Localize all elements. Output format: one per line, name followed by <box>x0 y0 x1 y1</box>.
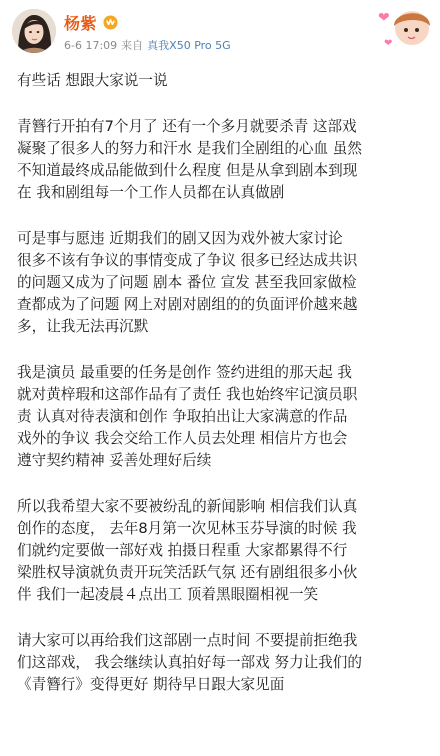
text-line: 责 认真对待表演和创作 争取拍出让大家满意的作品 <box>17 408 348 425</box>
text-line: 的问题又成为了问题 剧本 番位 宣发 甚至我回家做检 <box>17 274 357 291</box>
author-name[interactable]: 杨紫 <box>64 13 98 33</box>
text-line: 请大家可以再给我们这部剧一点时间 不要提前拒绝我 <box>17 632 358 649</box>
paragraph-6 <box>17 630 429 696</box>
text-line: 在 我和剧组每一个工作人员都在认真做剧 <box>17 184 285 201</box>
text-line: 创作的态度， 去年8月第一次见林玉芬导演的时候 我 <box>17 520 357 537</box>
text-line: 不知道最终成品能做到什么程度 但是从拿到剧本到现 <box>17 162 358 179</box>
paragraph-5 <box>17 496 429 606</box>
post-body <box>17 70 429 696</box>
author-avatar[interactable] <box>12 9 56 53</box>
sticker-heart: ❤ <box>378 10 390 26</box>
paragraph-2 <box>17 116 429 204</box>
paragraph-4 <box>17 362 429 472</box>
text-line: 《青簪行》变得更好 期待早日跟大家见面 <box>17 676 285 693</box>
text-line: 遵守契约精神 妥善处理好后续 <box>17 452 212 469</box>
text-line: 梁胜权导演就负责开玩笑活跃气氛 还有剧组很多小伙 <box>17 564 358 581</box>
cartoon-sticker-icon <box>376 2 434 54</box>
text-line: 青簪行开拍有7个月了 还有一个多月就要杀青 这部戏 <box>17 118 357 135</box>
paragraph-gap <box>17 338 429 362</box>
text-line: 就对黄梓瑕和这部作品有了责任 我也始终牢记演员职 <box>17 386 358 403</box>
source-device-link[interactable]: 真我X50 Pro 5G <box>147 39 231 52</box>
text-line: 我是演员 最重要的任务是创作 签约进组的那天起 我 <box>17 364 352 381</box>
text-line: 查都成为了问题 网上对剧对剧组的的负面评价越来越 <box>17 296 358 313</box>
text-line: 很多不该有争议的事情变成了争议 很多已经达成共识 <box>17 252 358 269</box>
sticker-heart-small: ❤ <box>384 38 393 49</box>
source-prefix: 来自 <box>121 39 144 52</box>
text-line: 可是事与愿违 近期我们的剧又因为戏外被大家讨论 <box>17 230 343 247</box>
paragraph-gap <box>17 204 429 228</box>
text-line: 们这部戏， 我会继续认真拍好每一部戏 努力让我们的 <box>17 654 362 671</box>
author-name-row <box>64 12 118 32</box>
text-line: 凝聚了很多人的努力和汗水 是我们全剧组的心血 虽然 <box>17 140 362 157</box>
paragraph-gap <box>17 606 429 630</box>
paragraph-gap <box>17 472 429 496</box>
post-date: 6-6 17:09 <box>64 38 118 52</box>
text-line: 所以我希望大家不要被纷乱的新闻影响 相信我们认真 <box>17 498 358 515</box>
text-line: 们就约定要做一部好戏 拍摄日程重 大家都累得不行 <box>17 542 348 559</box>
text-line: 有些话 想跟大家说一说 <box>17 72 168 89</box>
text-line: 戏外的争议 我会交给工作人员去处理 相信片方也会 <box>17 430 348 447</box>
post-meta <box>64 37 231 53</box>
text-line: 多，让我无法再沉默 <box>17 318 149 335</box>
vip-badge-icon <box>103 15 118 30</box>
paragraph-1 <box>17 70 429 92</box>
paragraph-gap <box>17 92 429 116</box>
avatar-photo <box>12 9 56 53</box>
paragraph-3 <box>17 228 429 338</box>
post-header <box>0 0 440 60</box>
text-line: 伴 我们一起凌晨４点出工 顶着黑眼圈相视一笑 <box>17 586 319 603</box>
